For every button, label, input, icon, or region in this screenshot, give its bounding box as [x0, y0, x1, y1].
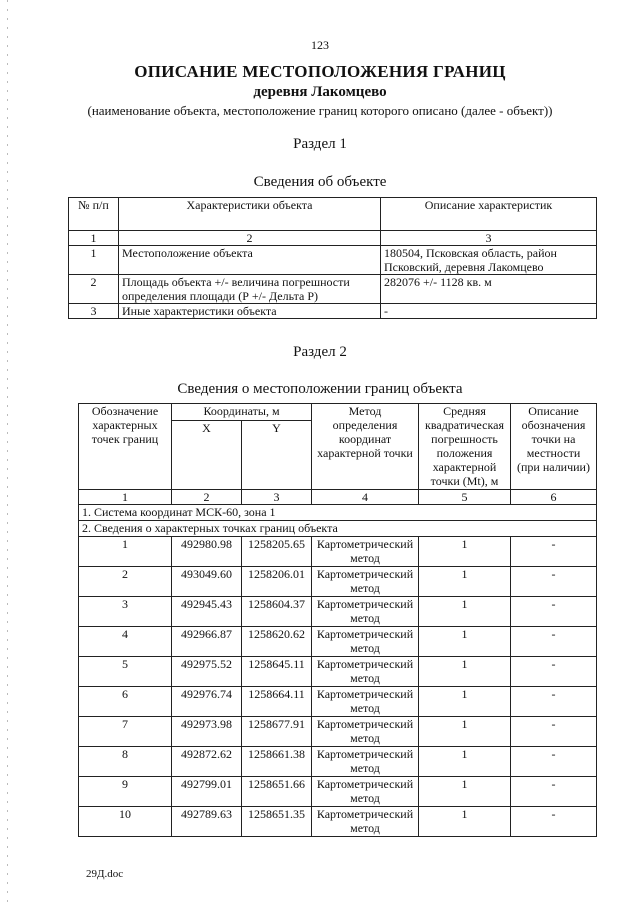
- section2-heading: Раздел 2: [293, 344, 347, 360]
- point-x: 492945.43: [172, 597, 242, 627]
- point-description: -: [511, 627, 597, 657]
- row-number: 2: [69, 275, 119, 304]
- row-description: 282076 +/- 1128 кв. м: [381, 275, 597, 304]
- column-numbers-row: [79, 490, 597, 505]
- col-number: 1: [79, 490, 172, 505]
- point-method: Картометрический метод: [312, 627, 419, 657]
- point-error: 1: [419, 747, 511, 777]
- point-error: 1: [419, 807, 511, 837]
- point-y: 1258651.66: [242, 777, 312, 807]
- point-y: 1258645.11: [242, 657, 312, 687]
- table-row: [79, 807, 597, 837]
- point-description: -: [511, 567, 597, 597]
- point-number: 7: [79, 717, 172, 747]
- point-description: -: [511, 687, 597, 717]
- table-row: [79, 537, 597, 567]
- point-x: 493049.60: [172, 567, 242, 597]
- table-row: [79, 627, 597, 657]
- section1-block-title: Сведения об объекте: [253, 174, 387, 190]
- col-number: 5: [419, 490, 511, 505]
- table-header-row: [69, 198, 597, 231]
- table-row: [79, 747, 597, 777]
- point-error: 1: [419, 567, 511, 597]
- point-error: 1: [419, 537, 511, 567]
- boundary-points-table: [78, 403, 597, 837]
- point-number: 6: [79, 687, 172, 717]
- table-row: [79, 687, 597, 717]
- point-method: Картометрический метод: [312, 567, 419, 597]
- table-row: [79, 567, 597, 597]
- point-number: 10: [79, 807, 172, 837]
- point-x: 492789.63: [172, 807, 242, 837]
- col-number: 3: [242, 490, 312, 505]
- col-number: 1: [69, 231, 119, 246]
- point-y: 1258620.62: [242, 627, 312, 657]
- point-description: -: [511, 777, 597, 807]
- column-numbers-row: [69, 231, 597, 246]
- point-x: 492980.98: [172, 537, 242, 567]
- object-info-table: [68, 197, 597, 319]
- table-header-row: [79, 404, 597, 421]
- point-error: 1: [419, 777, 511, 807]
- header-y: Y: [242, 421, 312, 490]
- header-coordinates: Координаты, м: [172, 404, 312, 421]
- point-x: 492976.74: [172, 687, 242, 717]
- point-description: -: [511, 657, 597, 687]
- title-note: (наименование объекта, местоположение границ которого описано (далее - объект)): [87, 103, 553, 118]
- point-y: 1258206.01: [242, 567, 312, 597]
- point-description: -: [511, 537, 597, 567]
- row-characteristic: Иные характеристики объекта: [119, 304, 381, 319]
- row-number: 3: [69, 304, 119, 319]
- col-number: 4: [312, 490, 419, 505]
- header-designation: Обозначение характерных точек границ: [79, 404, 172, 490]
- point-number: 9: [79, 777, 172, 807]
- point-y: 1258651.35: [242, 807, 312, 837]
- document-title: ОПИСАНИЕ МЕСТОПОЛОЖЕНИЯ ГРАНИЦ: [134, 62, 506, 81]
- header-point-description: Описание обозначения точки на местности (при наличии): [511, 404, 597, 490]
- point-number: 3: [79, 597, 172, 627]
- header-characteristic: Характеристики объекта: [119, 198, 381, 231]
- point-error: 1: [419, 627, 511, 657]
- point-y: 1258661.38: [242, 747, 312, 777]
- point-error: 1: [419, 657, 511, 687]
- point-x: 492872.62: [172, 747, 242, 777]
- table-row: [79, 657, 597, 687]
- header-description: Описание характеристик: [381, 198, 597, 231]
- point-y: 1258604.37: [242, 597, 312, 627]
- page-number: 123: [311, 38, 329, 52]
- table-row: [69, 246, 597, 275]
- point-method: Картометрический метод: [312, 597, 419, 627]
- point-description: -: [511, 747, 597, 777]
- point-number: 4: [79, 627, 172, 657]
- points-caption-row: [79, 521, 597, 537]
- coord-system: 1. Система координат МСК-60, зона 1: [79, 505, 597, 521]
- header-method: Метод определения координат характерной точки: [312, 404, 419, 490]
- row-characteristic: Местоположение объекта: [119, 246, 381, 275]
- header-x: X: [172, 421, 242, 490]
- point-y: 1258205.65: [242, 537, 312, 567]
- col-number: 2: [172, 490, 242, 505]
- row-characteristic: Площадь объекта +/- величина погрешности определения площади (Р +/- Дельта Р): [119, 275, 381, 304]
- point-error: 1: [419, 687, 511, 717]
- point-y: 1258677.91: [242, 717, 312, 747]
- point-error: 1: [419, 597, 511, 627]
- col-number: 2: [119, 231, 381, 246]
- col-number: 6: [511, 490, 597, 505]
- table-row: [79, 597, 597, 627]
- row-description: -: [381, 304, 597, 319]
- point-number: 5: [79, 657, 172, 687]
- point-method: Картометрический метод: [312, 717, 419, 747]
- document-subtitle: деревня Лакомцево: [253, 84, 387, 100]
- table-row: [79, 777, 597, 807]
- point-x: 492973.98: [172, 717, 242, 747]
- point-method: Картометрический метод: [312, 657, 419, 687]
- row-number: 1: [69, 246, 119, 275]
- row-description: 180504, Псковская область, район Псковский, деревня Лакомцево: [381, 246, 597, 275]
- points-body: [79, 537, 597, 837]
- points-caption: 2. Сведения о характерных точках границ объекта: [79, 521, 597, 537]
- point-number: 8: [79, 747, 172, 777]
- point-number: 1: [79, 537, 172, 567]
- point-method: Картометрический метод: [312, 747, 419, 777]
- point-method: Картометрический метод: [312, 687, 419, 717]
- point-method: Картометрический метод: [312, 777, 419, 807]
- section1-heading: Раздел 1: [293, 136, 347, 152]
- table-row: [69, 304, 597, 319]
- point-method: Картометрический метод: [312, 537, 419, 567]
- table-row: [79, 717, 597, 747]
- point-x: 492975.52: [172, 657, 242, 687]
- point-description: -: [511, 717, 597, 747]
- point-description: -: [511, 807, 597, 837]
- point-x: 492966.87: [172, 627, 242, 657]
- header-error: Средняя квадратическая погрешность положения характерной точки (Mt), м: [419, 404, 511, 490]
- point-method: Картометрический метод: [312, 807, 419, 837]
- point-number: 2: [79, 567, 172, 597]
- point-error: 1: [419, 717, 511, 747]
- col-number: 3: [381, 231, 597, 246]
- point-y: 1258664.11: [242, 687, 312, 717]
- section2-block-title: Сведения о местоположении границ объекта: [177, 381, 463, 397]
- footer-filename: 29Д.doc: [86, 868, 124, 880]
- table-row: [69, 275, 597, 304]
- point-x: 492799.01: [172, 777, 242, 807]
- coord-system-row: [79, 505, 597, 521]
- point-description: -: [511, 597, 597, 627]
- header-number: № п/п: [69, 198, 119, 231]
